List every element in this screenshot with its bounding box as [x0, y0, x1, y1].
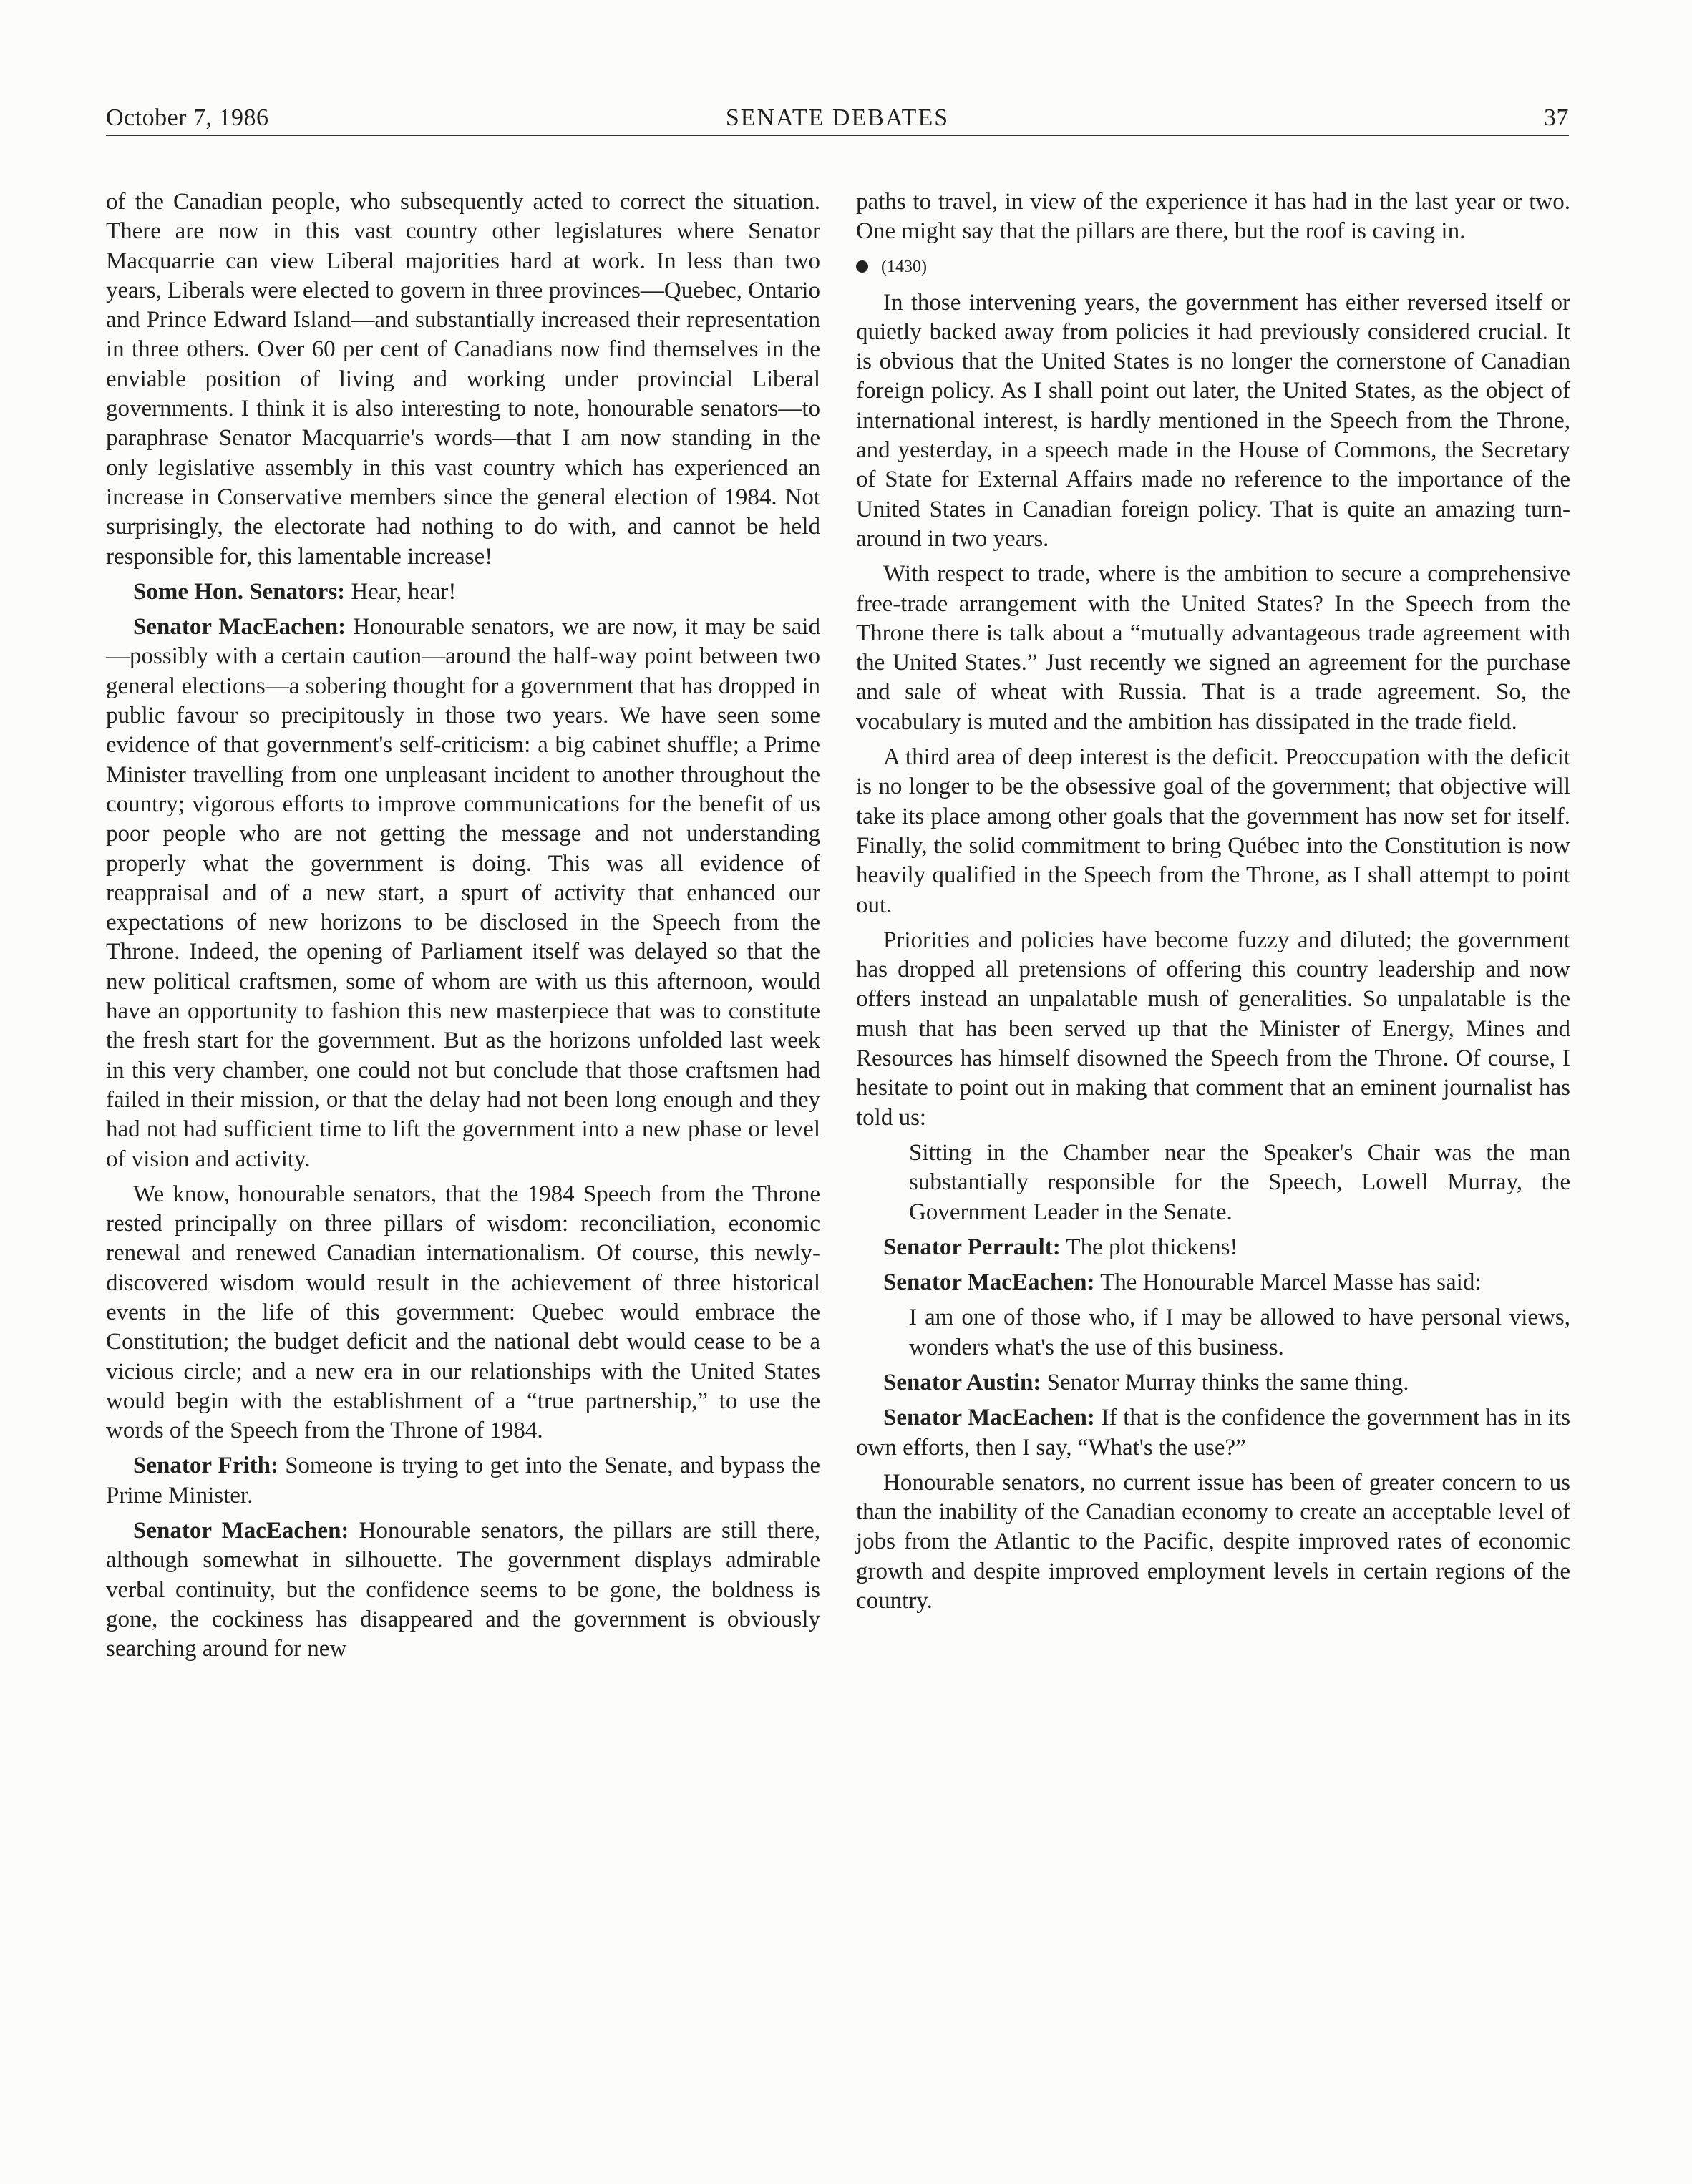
speaker-name: Senator Frith: — [133, 1453, 278, 1479]
speaker-name: Senator MacEachen: — [883, 1269, 1095, 1296]
page-header — [106, 104, 1569, 136]
page-number: 37 — [1544, 104, 1569, 131]
speech-text: If that is the confidence the government has in its own efforts, then I say, “What's the use?” — [856, 1405, 1571, 1461]
header-date: October 7, 1986 — [106, 104, 269, 131]
time-marker — [856, 253, 1570, 281]
time-marker-text: (1430) — [881, 257, 927, 276]
speaker-name: Senator Perrault: — [883, 1234, 1061, 1260]
speech-paragraph — [856, 1368, 1570, 1398]
speech-paragraph — [106, 577, 820, 607]
paragraph: A third area of deep interest is the deficit. Preoccupation with the deficit is no longer to be the obsessive goal of the government; that objective will take its place among other goals that the government has now set for itself. Finally, the solid commitment to bring Québec into the Constitution is now heavily qualified in the Speech from the Throne, as I shall attempt to point out. — [856, 744, 1570, 918]
speech-text: The plot thickens! — [1066, 1234, 1238, 1260]
speech-paragraph — [106, 613, 820, 1174]
speech-paragraph — [106, 1516, 820, 1664]
left-column — [106, 187, 820, 1670]
speech-paragraph — [856, 1268, 1570, 1297]
header-title: SENATE DEBATES — [725, 104, 950, 131]
speaker-name: Some Hon. Senators: — [133, 578, 346, 605]
speaker-name: Senator MacEachen: — [133, 614, 346, 640]
speech-text: Someone is trying to get into the Senate, and bypass the Prime Minister. — [106, 1453, 820, 1508]
speech-text: Senator Murray thinks the same thing. — [1046, 1369, 1409, 1395]
block-quote: I am one of those who, if I may be allowed to have personal views, wonders what's the use of this business. — [909, 1305, 1570, 1360]
speech-text: Honourable senators, we are now, it may be said—possibly with a certain caution—around the half-way point between two general elections—a sobering thought for a government that has dropped in public favour so precipitously in those two years. We have seen some evidence of that government's self-criticism: a big cabinet shuffle; a Prime Minister travelling from one unpleasant incident to another throughout the country; vigorous efforts to improve communications for the benefit of us poor people who are not getting the message and not understanding properly what the government is doing. This was all evidence of reappraisal and of a new start, a spurt of activity that enhanced our expectations of new horizons to be disclosed in the Speech from the Throne. Indeed, the opening of Parliament itself was delayed so that the new political craftsmen, some of whom are with us this afternoon, would have an opportunity to fashion this new masterpiece that was to constitute the fresh start for the government. But as the horizons unfolded last week in this very chamber, one could not but conclude that those craftsmen had failed in their mission, or that the delay had not been long enough and they had not had sufficient time to lift the government into a new phase or level of vision and activity. — [106, 614, 821, 1172]
paragraph: Honourable senators, no current issue has been of greater concern to us than the inability of the Canadian economy to create an acceptable level of jobs from the Atlantic to the Pacific, despite improved rates of economic growth and despite improved employment levels in certain regions of the country. — [856, 1469, 1570, 1614]
paragraph: Priorities and policies have become fuzzy and diluted; the government has dropped all pretensions of offering this country leadership and now offers instead an unpalatable mush of generalities. So unpalatable is the mush that has been served up that the Minister of Energy, Mines and Resources has himself disowned the Speech from the Throne. Of course, I hesitate to point out in making that comment that an eminent journalist has told us: — [856, 927, 1570, 1131]
speech-paragraph — [856, 1233, 1570, 1262]
paragraph: In those intervening years, the government has either reversed itself or quietly backed away from policies it had previously considered crucial. It is obvious that the United States is no longer the cornerstone of Canadian foreign policy. As I shall point out later, the United States, as the object of international interest, is hardly mentioned in the Speech from the Throne, and yesterday, in a speech made in the House of Commons, the Secretary of State for External Affairs made no reference to the importance of the United States in Canadian foreign policy. That is quite an amazing turn-around in two years. — [856, 289, 1570, 552]
block-quote: Sitting in the Chamber near the Speaker's Chair was the man substantially responsible for the Speech, Lowell Murray, the Government Leader in the Senate. — [909, 1139, 1570, 1225]
paragraph: of the Canadian people, who subsequently acted to correct the situation. There are now in this vast country other legislatures where Senator Macquarrie can view Liberal majorities hard at work. In less than two years, Liberals were elected to govern in three provinces—Quebec, Ontario and Prince Edward Island—and substantially increased their representation in three others. Over 60 per cent of Canadians now find themselves in the enviable position of living and working under provincial Liberal governments. I think it is also interesting to note, honourable senators—to paraphrase Senator Macquarrie's words—that I am now standing in the only legislative assembly in this vast country which has experienced an increase in Conservative members since the general election of 1984. Not surprisingly, the electorate had nothing to do with, and cannot be held responsible for, this lamentable increase! — [106, 189, 820, 570]
speech-paragraph — [856, 1403, 1570, 1463]
paragraph: We know, honourable senators, that the 1984 Speech from the Throne rested principally on three pillars of wisdom: reconciliation, economic renewal and renewed Canadian internationalism. Of course, this newly-discovered wisdom would result in the achievement of three historical events in the life of this government: Quebec would embrace the Constitution; the budget deficit and the national debt would cease to be a vicious circle; and a new era in our relationships with the United States would begin with the establishment of a “true partnership,” to use the words of the Speech from the Throne of 1984. — [106, 1181, 820, 1444]
paragraph: paths to travel, in view of the experience it has had in the last year or two. One might say that the pillars are there, but the roof is caving in. — [856, 189, 1570, 245]
right-column — [856, 187, 1570, 1622]
speech-text: Hear, hear! — [351, 578, 457, 605]
bullet-dot-icon — [856, 260, 868, 273]
speaker-name: Senator MacEachen: — [883, 1405, 1095, 1431]
speech-text: The Honourable Marcel Masse has said: — [1100, 1269, 1482, 1296]
speaker-name: Senator MacEachen: — [133, 1518, 349, 1544]
speech-text: Honourable senators, the pillars are still there, although somewhat in silhouette. The government displays admirable verbal continuity, but the confidence seems to be gone, the boldness is gone, the cockiness has disappeared and the government is obviously searching around for new — [106, 1518, 820, 1662]
paragraph: With respect to trade, where is the ambition to secure a comprehensive free-trade arrangement with the United States? In the Speech from the Throne there is talk about a “mutually advantageous trade agreement with the United States.” Just recently we signed an agreement for the purchase and sale of wheat with Russia. That is a trade agreement. So, the vocabulary is muted and the ambition has dissipated in the trade field. — [856, 561, 1570, 735]
speech-paragraph — [106, 1451, 820, 1511]
speaker-name: Senator Austin: — [883, 1369, 1041, 1395]
